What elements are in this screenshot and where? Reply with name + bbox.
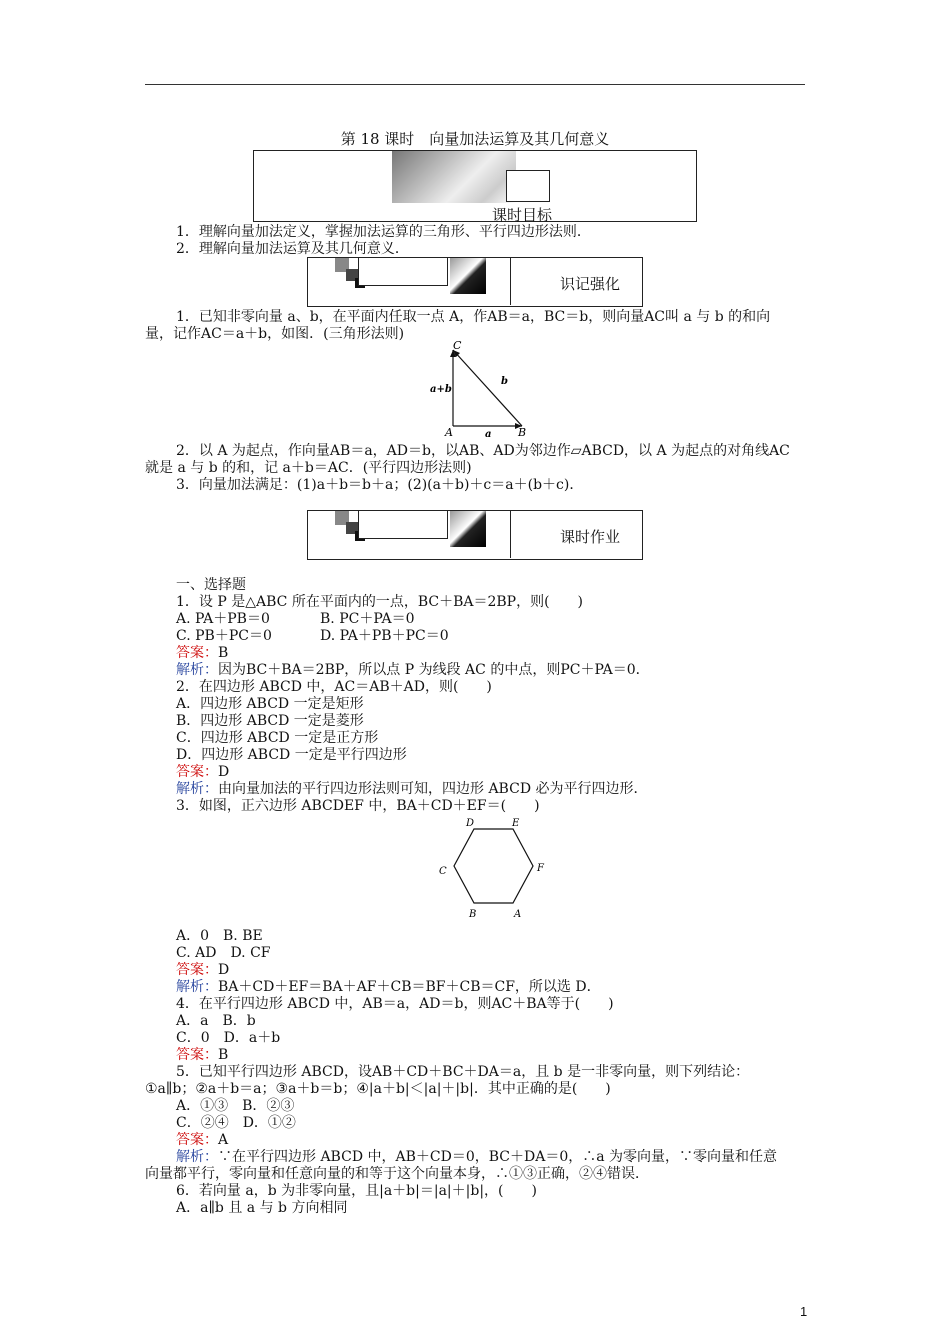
- q4-options-ab: A．a B．b: [176, 1013, 256, 1029]
- banner-gradient-image: [392, 151, 516, 203]
- homework-corner-image: [450, 511, 486, 547]
- analysis-text: BA＋CD＋EF＝BA＋AF＋CB＝BF＋CB＝CF，所以选 D．: [218, 979, 601, 995]
- q5-stem-a: 5．已知平行四边形 ABCD，设AB＋CD＋BC＋DA＝a，且 b 是一非零向量，则下列结论：: [176, 1064, 750, 1080]
- hex-label-A: A: [514, 909, 522, 920]
- q2-answer: [176, 764, 229, 781]
- q3-answer: [176, 962, 229, 979]
- q1-option-b: B. PC＋PA＝0: [320, 611, 415, 627]
- q3-options-ab: A．0 B. BE: [176, 928, 263, 944]
- tri-label-C: C: [453, 340, 462, 352]
- q1-stem: 1．设 P 是△ABC 所在平面内的一点，BC＋BA＝2BP，则( ): [176, 594, 584, 610]
- homework-section-box: [307, 510, 643, 560]
- answer-label: 答案：: [176, 962, 218, 978]
- q2-option-d: D．四边形 ABCD 一定是平行四边形: [176, 747, 407, 763]
- analysis-label: 解析：: [176, 1149, 218, 1165]
- q2-option-b: B．四边形 ABCD 一定是菱形: [176, 713, 364, 729]
- q5-explanation-b: 向量都平行，零向量和任意向量的和等于这个向量本身，∴①③正确，②④错误．: [145, 1166, 649, 1182]
- objective-1: 1．理解向量加法定义，掌握加法运算的三角形、平行四边形法则．: [176, 224, 591, 240]
- header-rule: [145, 84, 805, 85]
- hex-label-F: F: [537, 863, 544, 874]
- q1-option-a: A. PA＋PB＝0: [176, 611, 270, 627]
- answer-value: B: [218, 1047, 229, 1063]
- homework-label: 课时作业: [560, 528, 621, 546]
- tri-label-A: A: [445, 426, 453, 438]
- answer-label: 答案：: [176, 645, 218, 661]
- answer-label: 答案：: [176, 1047, 218, 1063]
- hex-label-D: D: [466, 818, 475, 829]
- answer-value: D: [218, 962, 230, 978]
- q4-options-cd: C．0 D．a＋b: [176, 1030, 281, 1046]
- q3-stem: 3．如图，正六边形 ABCDEF 中，BA＋CD＋EF＝( ): [176, 798, 540, 814]
- memory-p2b: 就是 a 与 b 的和，记 a＋b＝AC．(平行四边形法则): [145, 460, 472, 476]
- memory-inner-line: [358, 257, 448, 286]
- memory-p2a: 2．以 A 为起点，作向量AB＝a，AD＝b，以AB、AD为邻边作▱ABCD，以 A 为起点的对角线AC: [176, 443, 790, 459]
- memory-p1a: 1．已知非零向量 a、b，在平面内任取一点 A，作AB＝a，BC＝b，则向量AC叫 a 与 b 的和向: [176, 309, 771, 325]
- q2-stem: 2．在四边形 ABCD 中，AC＝AB＋AD，则( ): [176, 679, 492, 695]
- q5-options-cd: C．②④ D．①②: [176, 1115, 296, 1131]
- tri-label-sum: a+b: [430, 384, 452, 395]
- memory-p3: 3．向量加法满足：(1)a＋b＝b＋a；(2)(a＋b)＋c＝a＋(b＋c)．: [176, 477, 584, 493]
- q6-option-a: A．a∥b 且 a 与 b 方向相同: [176, 1200, 348, 1216]
- memory-p1b: 量，记作AC＝a＋b，如图．(三角形法则): [145, 326, 405, 342]
- q5-options-ab: A．①③ B．②③: [176, 1098, 295, 1114]
- q5-answer: [176, 1132, 228, 1149]
- answer-value: B: [218, 645, 229, 661]
- page-title: 第 18 课时 向量加法运算及其几何意义: [340, 130, 610, 148]
- analysis-text: ∵在平行四边形 ABCD 中，AB＋CD＝0，BC＋DA＝0，∴a 为零向量，∵零向量和任意: [218, 1149, 778, 1165]
- q5-stem-b: ①a∥b；②a＋b＝a；③a＋b＝b；④|a＋b|＜|a|＋|b|．其中正确的是( ): [145, 1081, 611, 1097]
- analysis-label: 解析：: [176, 979, 218, 995]
- memory-corner-image: [450, 258, 486, 294]
- hexagon-figure: [430, 814, 555, 924]
- analysis-text: 由向量加法的平行四边形法则可知，四边形 ABCD 必为平行四边形．: [218, 781, 648, 797]
- analysis-text: 因为BC＋BA＝2BP，所以点 P 为线段 AC 的中点，则PC＋PA＝0．: [218, 662, 650, 678]
- q3-explanation: [176, 979, 601, 996]
- answer-value: D: [218, 764, 230, 780]
- q1-explanation: [176, 662, 650, 679]
- objective-2: 2．理解向量加法运算及其几何意义．: [176, 241, 409, 257]
- hex-label-E: E: [512, 818, 520, 829]
- memory-section-box: [307, 257, 643, 307]
- q5-explanation-a: [176, 1149, 777, 1166]
- tri-label-b: b: [501, 376, 508, 387]
- triangle-figure: [425, 340, 535, 438]
- memory-divider: [510, 257, 511, 305]
- q2-explanation: [176, 781, 648, 798]
- answer-label: 答案：: [176, 1132, 218, 1148]
- objective-banner: [253, 150, 697, 222]
- analysis-label: 解析：: [176, 662, 218, 678]
- q3-options-cd: C. AD D. CF: [176, 945, 271, 961]
- q4-stem: 4．在平行四边形 ABCD 中，AB＝a，AD＝b，则AC＋BA等于( ): [176, 996, 614, 1012]
- hex-label-B: B: [469, 909, 477, 920]
- q2-option-a: A．四边形 ABCD 一定是矩形: [176, 696, 364, 712]
- tri-label-a: a: [485, 429, 492, 438]
- memory-label: 识记强化: [560, 275, 621, 293]
- q6-stem: 6．若向量 a，b 为非零向量，且|a＋b|＝|a|＋|b|，( ): [176, 1183, 537, 1199]
- q1-option-d: D. PA＋PB＋PC＝0: [320, 628, 449, 644]
- exercise-heading: 一、选择题: [176, 577, 246, 593]
- q1-answer: [176, 645, 228, 662]
- homework-divider: [510, 510, 511, 558]
- answer-value: A: [218, 1132, 229, 1148]
- objective-label: 课时目标: [492, 206, 553, 224]
- q1-option-c: C. PB＋PC＝0: [176, 628, 272, 644]
- banner-inner-box: [506, 170, 550, 202]
- answer-label: 答案：: [176, 764, 218, 780]
- tri-label-B: B: [518, 426, 527, 438]
- hex-label-C: C: [439, 866, 447, 877]
- q4-answer: [176, 1047, 228, 1064]
- page-number: 1: [800, 1304, 808, 1319]
- analysis-label: 解析：: [176, 781, 218, 797]
- q2-option-c: C．四边形 ABCD 一定是正方形: [176, 730, 379, 746]
- homework-inner-line: [358, 510, 448, 539]
